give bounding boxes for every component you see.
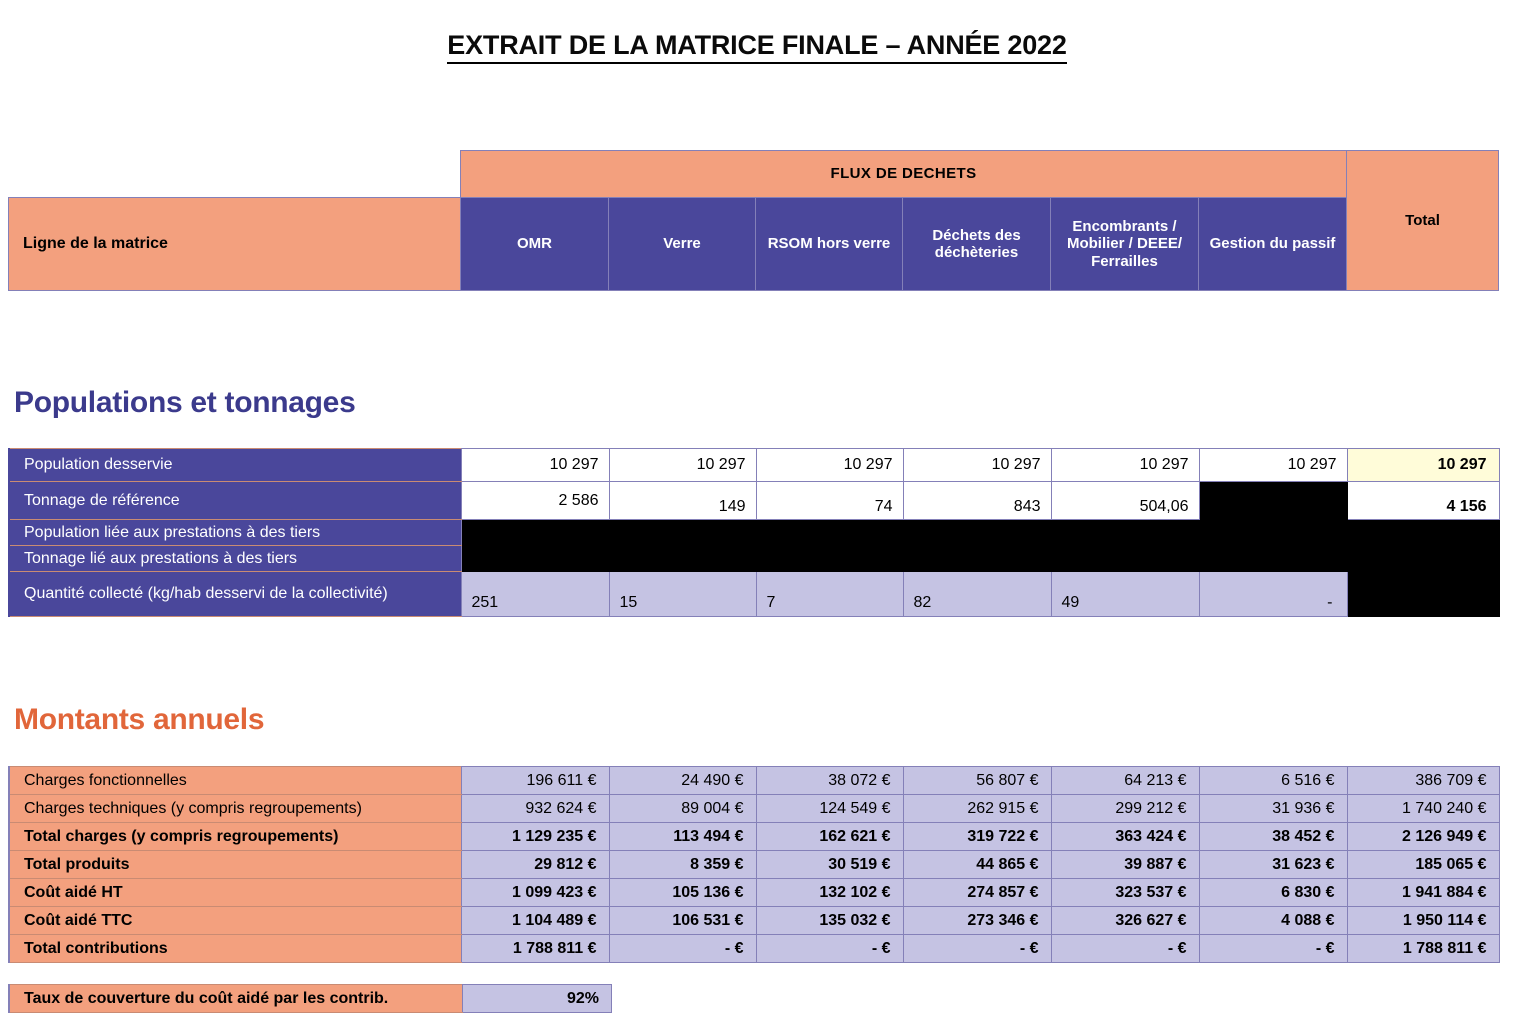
header-group-flux: FLUX DE DECHETS: [461, 151, 1347, 198]
cell-empty-blacked: [1199, 482, 1347, 520]
cell-value: 6 516 €: [1199, 767, 1347, 795]
cell-value: 7: [756, 572, 903, 617]
header-flow-omr: OMR: [461, 198, 609, 291]
cell-value: - €: [903, 935, 1051, 963]
row-label: Coût aidé HT: [9, 879, 461, 907]
cell-value: 326 627 €: [1051, 907, 1199, 935]
row-label: Charges techniques (y compris regroupements): [9, 795, 461, 823]
cell-value: 149: [609, 482, 756, 520]
cell-value: 363 424 €: [1051, 823, 1199, 851]
cell-value: 106 531 €: [609, 907, 756, 935]
cell-value: 113 494 €: [609, 823, 756, 851]
cell-value: 8 359 €: [609, 851, 756, 879]
cell-value: - €: [1051, 935, 1199, 963]
cell-value: 124 549 €: [756, 795, 903, 823]
matrix-header-table: [8, 150, 1499, 291]
cell-value: 38 452 €: [1199, 823, 1347, 851]
cell-value: 10 297: [903, 449, 1051, 482]
cell-empty-blacked: [1199, 520, 1347, 546]
cell-value: 323 537 €: [1051, 879, 1199, 907]
table-row: [9, 795, 1499, 823]
table-row: [9, 546, 1499, 572]
section-heading-populations: Populations et tonnages: [14, 386, 356, 419]
cell-total: 185 065 €: [1347, 851, 1499, 879]
cell-total: 4 156: [1347, 482, 1499, 520]
cell-value: 10 297: [1199, 449, 1347, 482]
cell-value: 10 297: [461, 449, 609, 482]
cell-value: 31 623 €: [1199, 851, 1347, 879]
section-heading-montants: Montants annuels: [14, 703, 265, 736]
cell-empty-blacked: [756, 546, 903, 572]
cell-value: 504,06: [1051, 482, 1199, 520]
cell-empty-blacked: [1051, 520, 1199, 546]
table-row: [9, 482, 1499, 520]
page-title: [0, 30, 1514, 61]
cell-total: 1 740 240 €: [1347, 795, 1499, 823]
table-row: [9, 879, 1499, 907]
cell-value: 1 099 423 €: [461, 879, 609, 907]
cell-value: 299 212 €: [1051, 795, 1199, 823]
cell-total-highlight: 10 297: [1347, 449, 1499, 482]
page-title-text: EXTRAIT DE LA MATRICE FINALE – ANNÉE 2022: [447, 30, 1066, 64]
cell-value: 274 857 €: [903, 879, 1051, 907]
cell-total: 1 950 114 €: [1347, 907, 1499, 935]
table-row: [9, 907, 1499, 935]
cell-value: 31 936 €: [1199, 795, 1347, 823]
cell-value: 1 104 489 €: [461, 907, 609, 935]
header-corner-blank: [9, 151, 461, 198]
cell-value: 251: [461, 572, 609, 617]
row-label: Total produits: [9, 851, 461, 879]
row-label: Quantité collecté (kg/hab desservi de la collectivité): [9, 572, 461, 617]
header-flow-verre: Verre: [609, 198, 756, 291]
cell-empty-blacked: [461, 520, 609, 546]
row-label: Population desservie: [9, 449, 461, 482]
cell-value-taux: 92%: [463, 985, 612, 1013]
cell-value: 10 297: [609, 449, 756, 482]
cell-value: 1 788 811 €: [461, 935, 609, 963]
montants-table: [8, 766, 1500, 963]
header-flow-row: [9, 198, 1499, 291]
cell-value: 132 102 €: [756, 879, 903, 907]
table-row: [9, 823, 1499, 851]
cell-empty-blacked: [1347, 520, 1499, 546]
populations-table: [8, 448, 1500, 617]
cell-value: - €: [1199, 935, 1347, 963]
cell-total: 1 788 811 €: [1347, 935, 1499, 963]
cell-total: 386 709 €: [1347, 767, 1499, 795]
cell-empty-blacked: [1051, 546, 1199, 572]
cell-value: 29 812 €: [461, 851, 609, 879]
cell-value: 38 072 €: [756, 767, 903, 795]
cell-value: 10 297: [1051, 449, 1199, 482]
table-row: [9, 935, 1499, 963]
cell-value: 135 032 €: [756, 907, 903, 935]
row-label: Tonnage de référence: [9, 482, 461, 520]
row-label-taux: Taux de couverture du coût aidé par les contrib.: [9, 985, 463, 1013]
cell-value: 1 129 235 €: [461, 823, 609, 851]
cell-value: 105 136 €: [609, 879, 756, 907]
cell-value: 44 865 €: [903, 851, 1051, 879]
cell-value: 162 621 €: [756, 823, 903, 851]
table-row: [9, 767, 1499, 795]
cell-value: - €: [609, 935, 756, 963]
cell-empty-blacked: [903, 520, 1051, 546]
cell-value: 74: [756, 482, 903, 520]
cell-value: 30 519 €: [756, 851, 903, 879]
cell-value: 6 830 €: [1199, 879, 1347, 907]
cell-value: 10 297: [756, 449, 903, 482]
cell-value: 196 611 €: [461, 767, 609, 795]
cell-value: 39 887 €: [1051, 851, 1199, 879]
cell-empty-blacked: [1347, 546, 1499, 572]
cell-value: 64 213 €: [1051, 767, 1199, 795]
row-label: Total contributions: [9, 935, 461, 963]
row-label: Charges fonctionnelles: [9, 767, 461, 795]
cell-value: 49: [1051, 572, 1199, 617]
header-flow-encombrants: Encombrants / Mobilier / DEEE/ Ferrailles: [1051, 198, 1199, 291]
header-group-row: [9, 151, 1499, 198]
row-label: Total charges (y compris regroupements): [9, 823, 461, 851]
header-row-label: Ligne de la matrice: [9, 198, 461, 291]
cell-empty-blacked: [1199, 546, 1347, 572]
table-row: [9, 851, 1499, 879]
row-label: Tonnage lié aux prestations à des tiers: [9, 546, 461, 572]
row-label: Coût aidé TTC: [9, 907, 461, 935]
table-row: [9, 572, 1499, 617]
row-label: Population liée aux prestations à des tiers: [9, 520, 461, 546]
cell-total: 2 126 949 €: [1347, 823, 1499, 851]
taux-couverture-table: [8, 984, 612, 1013]
cell-value: 843: [903, 482, 1051, 520]
cell-value: -: [1199, 572, 1347, 617]
cell-value: - €: [756, 935, 903, 963]
cell-empty-blacked: [756, 520, 903, 546]
cell-value: 56 807 €: [903, 767, 1051, 795]
cell-value: 262 915 €: [903, 795, 1051, 823]
cell-empty-blacked: [461, 546, 609, 572]
header-flow-rsom: RSOM hors verre: [756, 198, 903, 291]
cell-value: 932 624 €: [461, 795, 609, 823]
header-total: Total: [1347, 151, 1499, 291]
cell-value: 4 088 €: [1199, 907, 1347, 935]
cell-value: 319 722 €: [903, 823, 1051, 851]
cell-empty-blacked: [609, 546, 756, 572]
cell-total: 1 941 884 €: [1347, 879, 1499, 907]
cell-value: 89 004 €: [609, 795, 756, 823]
table-row: [9, 449, 1499, 482]
cell-empty-blacked: [903, 546, 1051, 572]
cell-value: 2 586: [461, 482, 609, 520]
cell-value: 24 490 €: [609, 767, 756, 795]
cell-value: 15: [609, 572, 756, 617]
cell-empty-blacked: [1347, 572, 1499, 617]
cell-value: 82: [903, 572, 1051, 617]
header-flow-gestion-passif: Gestion du passif: [1199, 198, 1347, 291]
table-row: [9, 520, 1499, 546]
header-flow-dechetteries: Déchets des déchèteries: [903, 198, 1051, 291]
cell-value: 273 346 €: [903, 907, 1051, 935]
table-row: [9, 985, 612, 1013]
cell-empty-blacked: [609, 520, 756, 546]
